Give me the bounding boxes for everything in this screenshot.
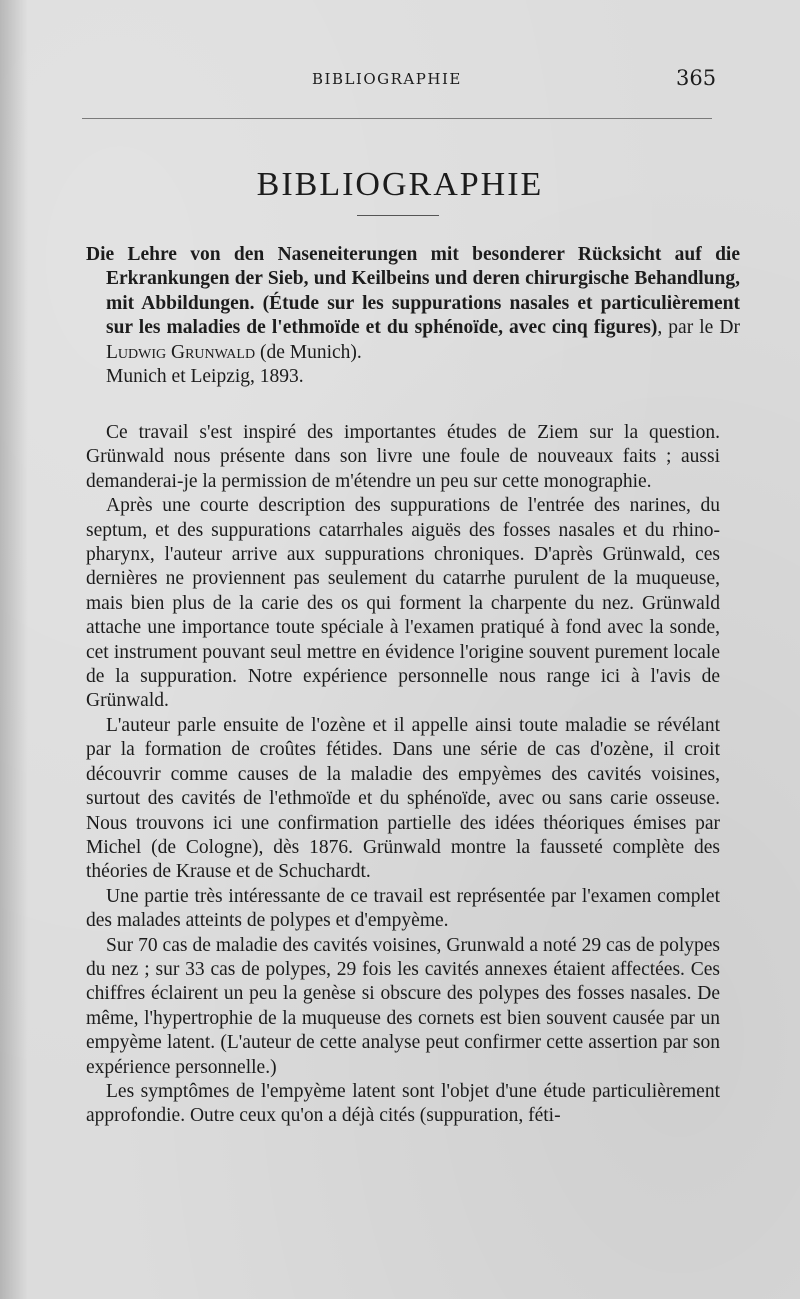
review-body xyxy=(86,421,720,1129)
paragraph: Ce travail s'est inspiré des importantes études de Ziem sur la question. Grünwald nous présente dans son livre une foule de nouveaux faits ; aussi demanderai-je la permission de m'étendre un peu sur cette monographie. xyxy=(86,422,720,492)
running-header xyxy=(0,66,800,100)
paragraph: Les symptômes de l'empyème latent sont l'objet d'une étude particulièrement approfondie. Outre ceux qu'on a déjà cités (suppuration, féti- xyxy=(86,1080,720,1127)
paragraph: Une partie très intéressante de ce travail est représentée par l'examen complet des malades atteints de polypes et d'empyème. xyxy=(86,885,720,932)
title-rule xyxy=(357,215,439,216)
entry-title: Die Lehre von den Naseneiterungen mit besonderer Rücksicht auf die Erkrankungen der Sieb, und Keilbeins und deren chirurgische Behandlung, mit Abbildungen. (Étude sur les suppurations nasales et particulièrement sur les maladies de l'ethmoïde et du sphénoïde, avec cinq figures) xyxy=(86,244,740,339)
paragraph: Sur 70 cas de maladie des cavités voisines, Grunwald a noté 29 cas de polypes du nez ; sur 33 cas de polypes, 29 fois les cavités annexes étaient affectées. Ces chiffres éclairent un peu la genèse si obscure des polypes des fosses nasales. De même, l'hypertrophie de la muqueuse des cornets est bien souvent causée par un empyème latent. (L'auteur de cette analyse peut confirmer cette assertion par son expérience personnelle.) xyxy=(86,934,720,1078)
header-rule xyxy=(82,118,712,119)
entry-imprint: Munich et Leipzig, 1893. xyxy=(106,366,304,388)
page-number: 365 xyxy=(676,66,717,90)
section-title: BIBLIOGRAPHIE xyxy=(256,166,544,203)
paragraph: Après une courte description des suppurations de l'entrée des narines, du septum, et des suppurations catarrhales aiguës des fosses nasales et du rhino-pharynx, l'auteur arrive aux suppurations chroniques. D'après Grünwald, ces dernières ne proviennent pas seulement du catarrhe purulent de la muqueuse, mais bien plus de la carie des os qui forment la charpente du nez. Grünwald attache une importance toute spéciale à l'examen pratiqué à fond avec la sonde, cet instrument pouvant seul mettre en évidence l'origine souvent purement locale de la suppuration. Notre expérience personnelle nous range ici à l'avis de Grünwald. xyxy=(86,495,720,712)
paragraph: L'auteur parle ensuite de l'ozène et il appelle ainsi toute maladie se révélant par la formation de croûtes fétides. Dans une série de cas d'ozène, il croit découvrir comme causes de la maladie des empyèmes des cavités voisines, surtout des cavités de l'ethmoïde et du sphénoïde, avec ou sans carie osseuse. Nous trouvons ici une confirmation partielle des idées théoriques émises par Michel (de Cologne), dès 1876. Grünwald montre la fausseté complète des théories de Krause et de Schuchardt. xyxy=(86,714,720,883)
entry-author: Ludwig Grunwald xyxy=(106,341,256,363)
bibliography-entry xyxy=(86,243,740,389)
running-title: BIBLIOGRAPHIE xyxy=(312,70,462,88)
entry-by: , par le Dr xyxy=(657,317,740,339)
entry-origin: (de Munich). xyxy=(255,341,362,363)
